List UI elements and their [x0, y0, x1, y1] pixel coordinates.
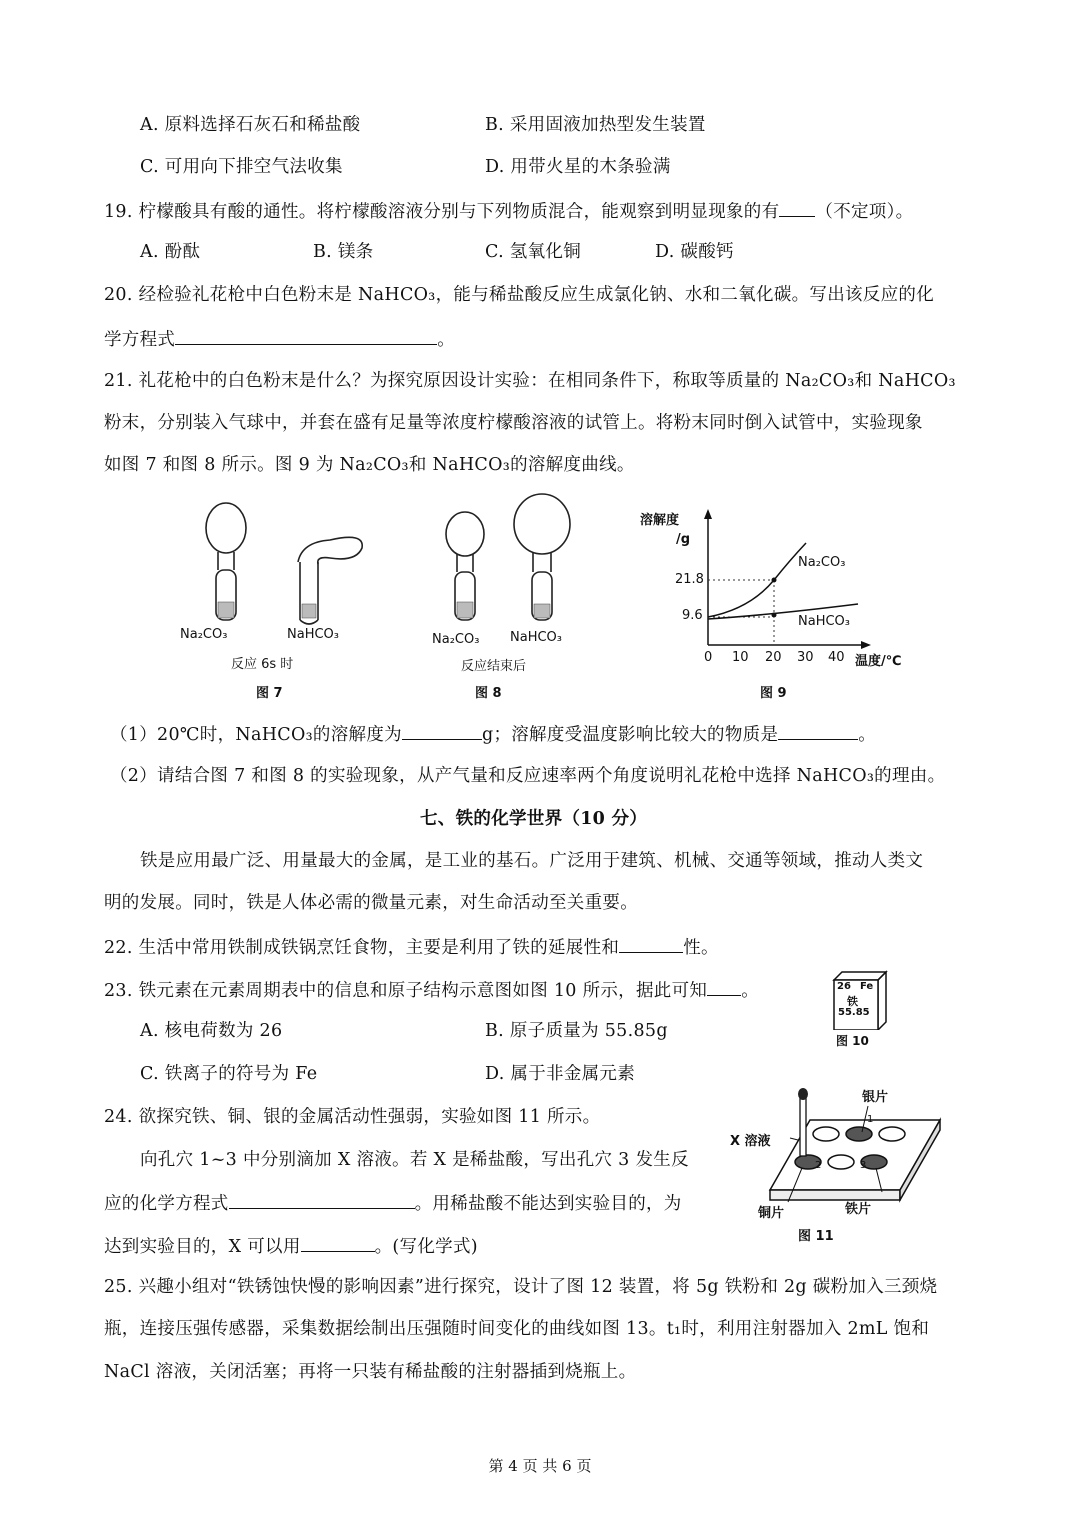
question-20-line1: 20. 经检验礼花枪中白色粉末是 NaHCO₃，能与稀盐酸反应生成氯化钠、水和二氧化碳。写出该反应的化 [104, 285, 935, 305]
question-21-part1 [110, 721, 876, 747]
fig7-caption: 反应 6s 时 [231, 657, 294, 672]
fig11-hole-2: 2 [815, 1160, 822, 1171]
q19-text: 19. 柠檬酸具有酸的通性。将柠檬酸溶液分别与下列物质混合，能观察到明显现象的有 [104, 202, 780, 222]
x-axis-arrow [861, 641, 871, 649]
q24-text-d: 。(写化学式) [374, 1237, 478, 1257]
q21p1-text-c: 。 [858, 725, 877, 745]
section-7-title: 七、铁的化学世界（10 分） [420, 809, 648, 829]
fig9-series-na2co3: Na₂CO₃ [798, 555, 846, 570]
q21p1-text-a: （1）20℃时，NaHCO₃的溶解度为 [110, 725, 402, 745]
fig9-xtick-20: 20 [765, 650, 782, 665]
q21p1-blank-1[interactable] [402, 721, 482, 740]
q19-option-c: C. 氢氧化铜 [485, 242, 581, 262]
fig7-label-na2co3: Na₂CO₃ [180, 627, 228, 642]
q22-blank[interactable] [619, 934, 683, 953]
fig9-xlabel: 温度/℃ [855, 654, 902, 669]
question-20-line2 [104, 326, 455, 352]
fig9-xtick-10: 10 [732, 650, 749, 665]
fig10-symbol: Fe [860, 981, 874, 992]
fig10-title: 图 10 [836, 1034, 869, 1048]
q23-blank[interactable] [707, 977, 741, 996]
q19-end: （不定项）。 [815, 202, 914, 222]
q20-text: 学方程式 [104, 330, 176, 350]
fig7-title: 图 7 [256, 686, 283, 701]
fig9-xtick-0: 0 [704, 650, 713, 665]
fig10-mass: 55.85 [838, 1007, 870, 1018]
fig11-hole-3: 3 [860, 1160, 867, 1171]
y-axis-arrow [704, 509, 712, 519]
option-b: B. 采用固液加热型发生装置 [485, 115, 706, 135]
fig8-label-nahco3: NaHCO₃ [510, 630, 562, 645]
q24-blank-2[interactable] [301, 1233, 375, 1252]
q24-text-c: 达到实验目的，X 可以用 [104, 1237, 301, 1257]
q22-text: 22. 生活中常用铁制成铁锅烹饪食物，主要是利用了铁的延展性和 [104, 938, 620, 958]
fig8-caption: 反应结束后 [461, 659, 527, 674]
q19-option-b: B. 镁条 [313, 242, 374, 262]
question-21-part2: （2）请结合图 7 和图 8 的实验现象，从产气量和反应速率两个角度说明礼花枪中选择 NaHCO₃的理由。 [110, 766, 946, 786]
q23-option-b: B. 原子质量为 55.85g [485, 1021, 668, 1041]
question-21-line3: 如图 7 和图 8 所示。图 9 为 Na₂CO₃和 NaHCO₃的溶解度曲线。 [104, 455, 635, 475]
question-25-line1: 25. 兴趣小组对“铁锈蚀快慢的影响因素”进行探究，设计了图 12 装置，将 5g 铁粉和 2g 碳粉加入三颈烧 [104, 1277, 938, 1297]
q24-line4 [104, 1233, 478, 1259]
figure-10-element-cell [830, 970, 890, 1030]
q24-text-b: 。用稀盐酸不能达到实验目的，为 [414, 1194, 682, 1214]
fig11-copper-label: 铜片 [758, 1206, 785, 1221]
fig9-ytick-21-8: 21.8 [675, 572, 704, 587]
question-25-line3: NaCl 溶液，关闭活塞；再将一只装有稀盐酸的注射器插到烧瓶上。 [104, 1362, 637, 1382]
page-footer: 第 4 页 共 6 页 [488, 1457, 592, 1475]
fig9-ytick-9-6: 9.6 [682, 608, 703, 623]
fig11-title: 图 11 [798, 1229, 834, 1244]
question-24: 24. 欲探究铁、铜、银的金属活动性强弱，实验如图 11 所示。 [104, 1107, 601, 1127]
fig11-x-solution-label: X 溶液 [730, 1134, 771, 1149]
question-25-line2: 瓶，连接压强传感器，采集数据绘制出压强随时间变化的曲线如图 13。t₁时，利用注射器加入 2mL 饱和 [104, 1319, 930, 1339]
q21p1-blank-2[interactable] [778, 721, 858, 740]
fig11-iron-label: 铁片 [845, 1202, 872, 1217]
q23-option-d: D. 属于非金属元素 [485, 1064, 636, 1084]
figure-8-drawing [435, 492, 595, 627]
fig9-yunit: /g [676, 532, 691, 547]
question-22 [104, 934, 719, 960]
fig10-number: 26 [837, 981, 851, 992]
question-19 [104, 198, 913, 224]
q19-option-d: D. 碳酸钙 [655, 242, 734, 262]
fig9-title: 图 9 [760, 686, 787, 701]
q24-line2: 向孔穴 1~3 中分别滴加 X 溶液。若 X 是稀盐酸，写出孔穴 3 发生反 [140, 1150, 689, 1170]
q19-blank[interactable] [779, 198, 815, 217]
fig11-hole-1: 1 [867, 1114, 874, 1125]
point-na2co3-20 [772, 578, 777, 583]
fig9-xtick-30: 30 [797, 650, 814, 665]
fig11-silver-label: 银片 [862, 1090, 889, 1105]
q20-end: 。 [437, 330, 456, 350]
q19-option-a: A. 酚酞 [140, 242, 201, 262]
fig7-label-nahco3: NaHCO₃ [287, 627, 339, 642]
q24-text-a: 应的化学方程式 [104, 1194, 229, 1214]
option-c: C. 可用向下排空气法收集 [140, 157, 343, 177]
fig8-title: 图 8 [475, 686, 502, 701]
fig8-label-na2co3: Na₂CO₃ [432, 632, 480, 647]
intro-line1: 铁是应用最广泛、用量最大的金属，是工业的基石。广泛用于建筑、机械、交通等领域，推动人类文 [140, 851, 924, 871]
intro-line2: 明的发展。同时，铁是人体必需的微量元素，对生命活动至关重要。 [104, 893, 638, 913]
option-a: A. 原料选择石灰石和稀盐酸 [140, 115, 361, 135]
option-d: D. 用带火星的木条验满 [485, 157, 671, 177]
fig9-series-nahco3: NaHCO₃ [798, 614, 850, 629]
point-nahco3-20 [772, 613, 777, 618]
q22-end: 性。 [683, 938, 719, 958]
q23-option-c: C. 铁离子的符号为 Fe [140, 1064, 318, 1084]
figure-9-chart [630, 505, 920, 670]
q23-end: 。 [741, 981, 759, 1001]
figure-7-drawing [190, 500, 380, 625]
series-na2co3-line [708, 543, 806, 617]
question-23 [104, 977, 759, 1003]
fig10-name: 铁 [847, 995, 858, 1008]
question-21-line1: 21. 礼花枪中的白色粉末是什么？为探究原因设计实验：在相同条件下，称取等质量的 Na₂CO₃和 NaHCO₃ [104, 371, 956, 391]
q23-option-a: A. 核电荷数为 26 [140, 1021, 283, 1041]
q21p1-text-b: g；溶解度受温度影响比较大的物质是 [481, 725, 779, 745]
q20-blank[interactable] [175, 326, 437, 345]
q23-text: 23. 铁元素在元素周期表中的信息和原子结构示意图如图 10 所示，据此可知 [104, 981, 708, 1001]
q24-line3 [104, 1190, 682, 1216]
question-21-line2: 粉末，分别装入气球中，并套在盛有足量等浓度柠檬酸溶液的试管上。将粉末同时倒入试管中，实验现象 [104, 413, 923, 433]
fig9-ylabel: 溶解度 [640, 513, 680, 528]
fig9-xtick-40: 40 [828, 650, 845, 665]
q24-blank-1[interactable] [229, 1190, 415, 1209]
